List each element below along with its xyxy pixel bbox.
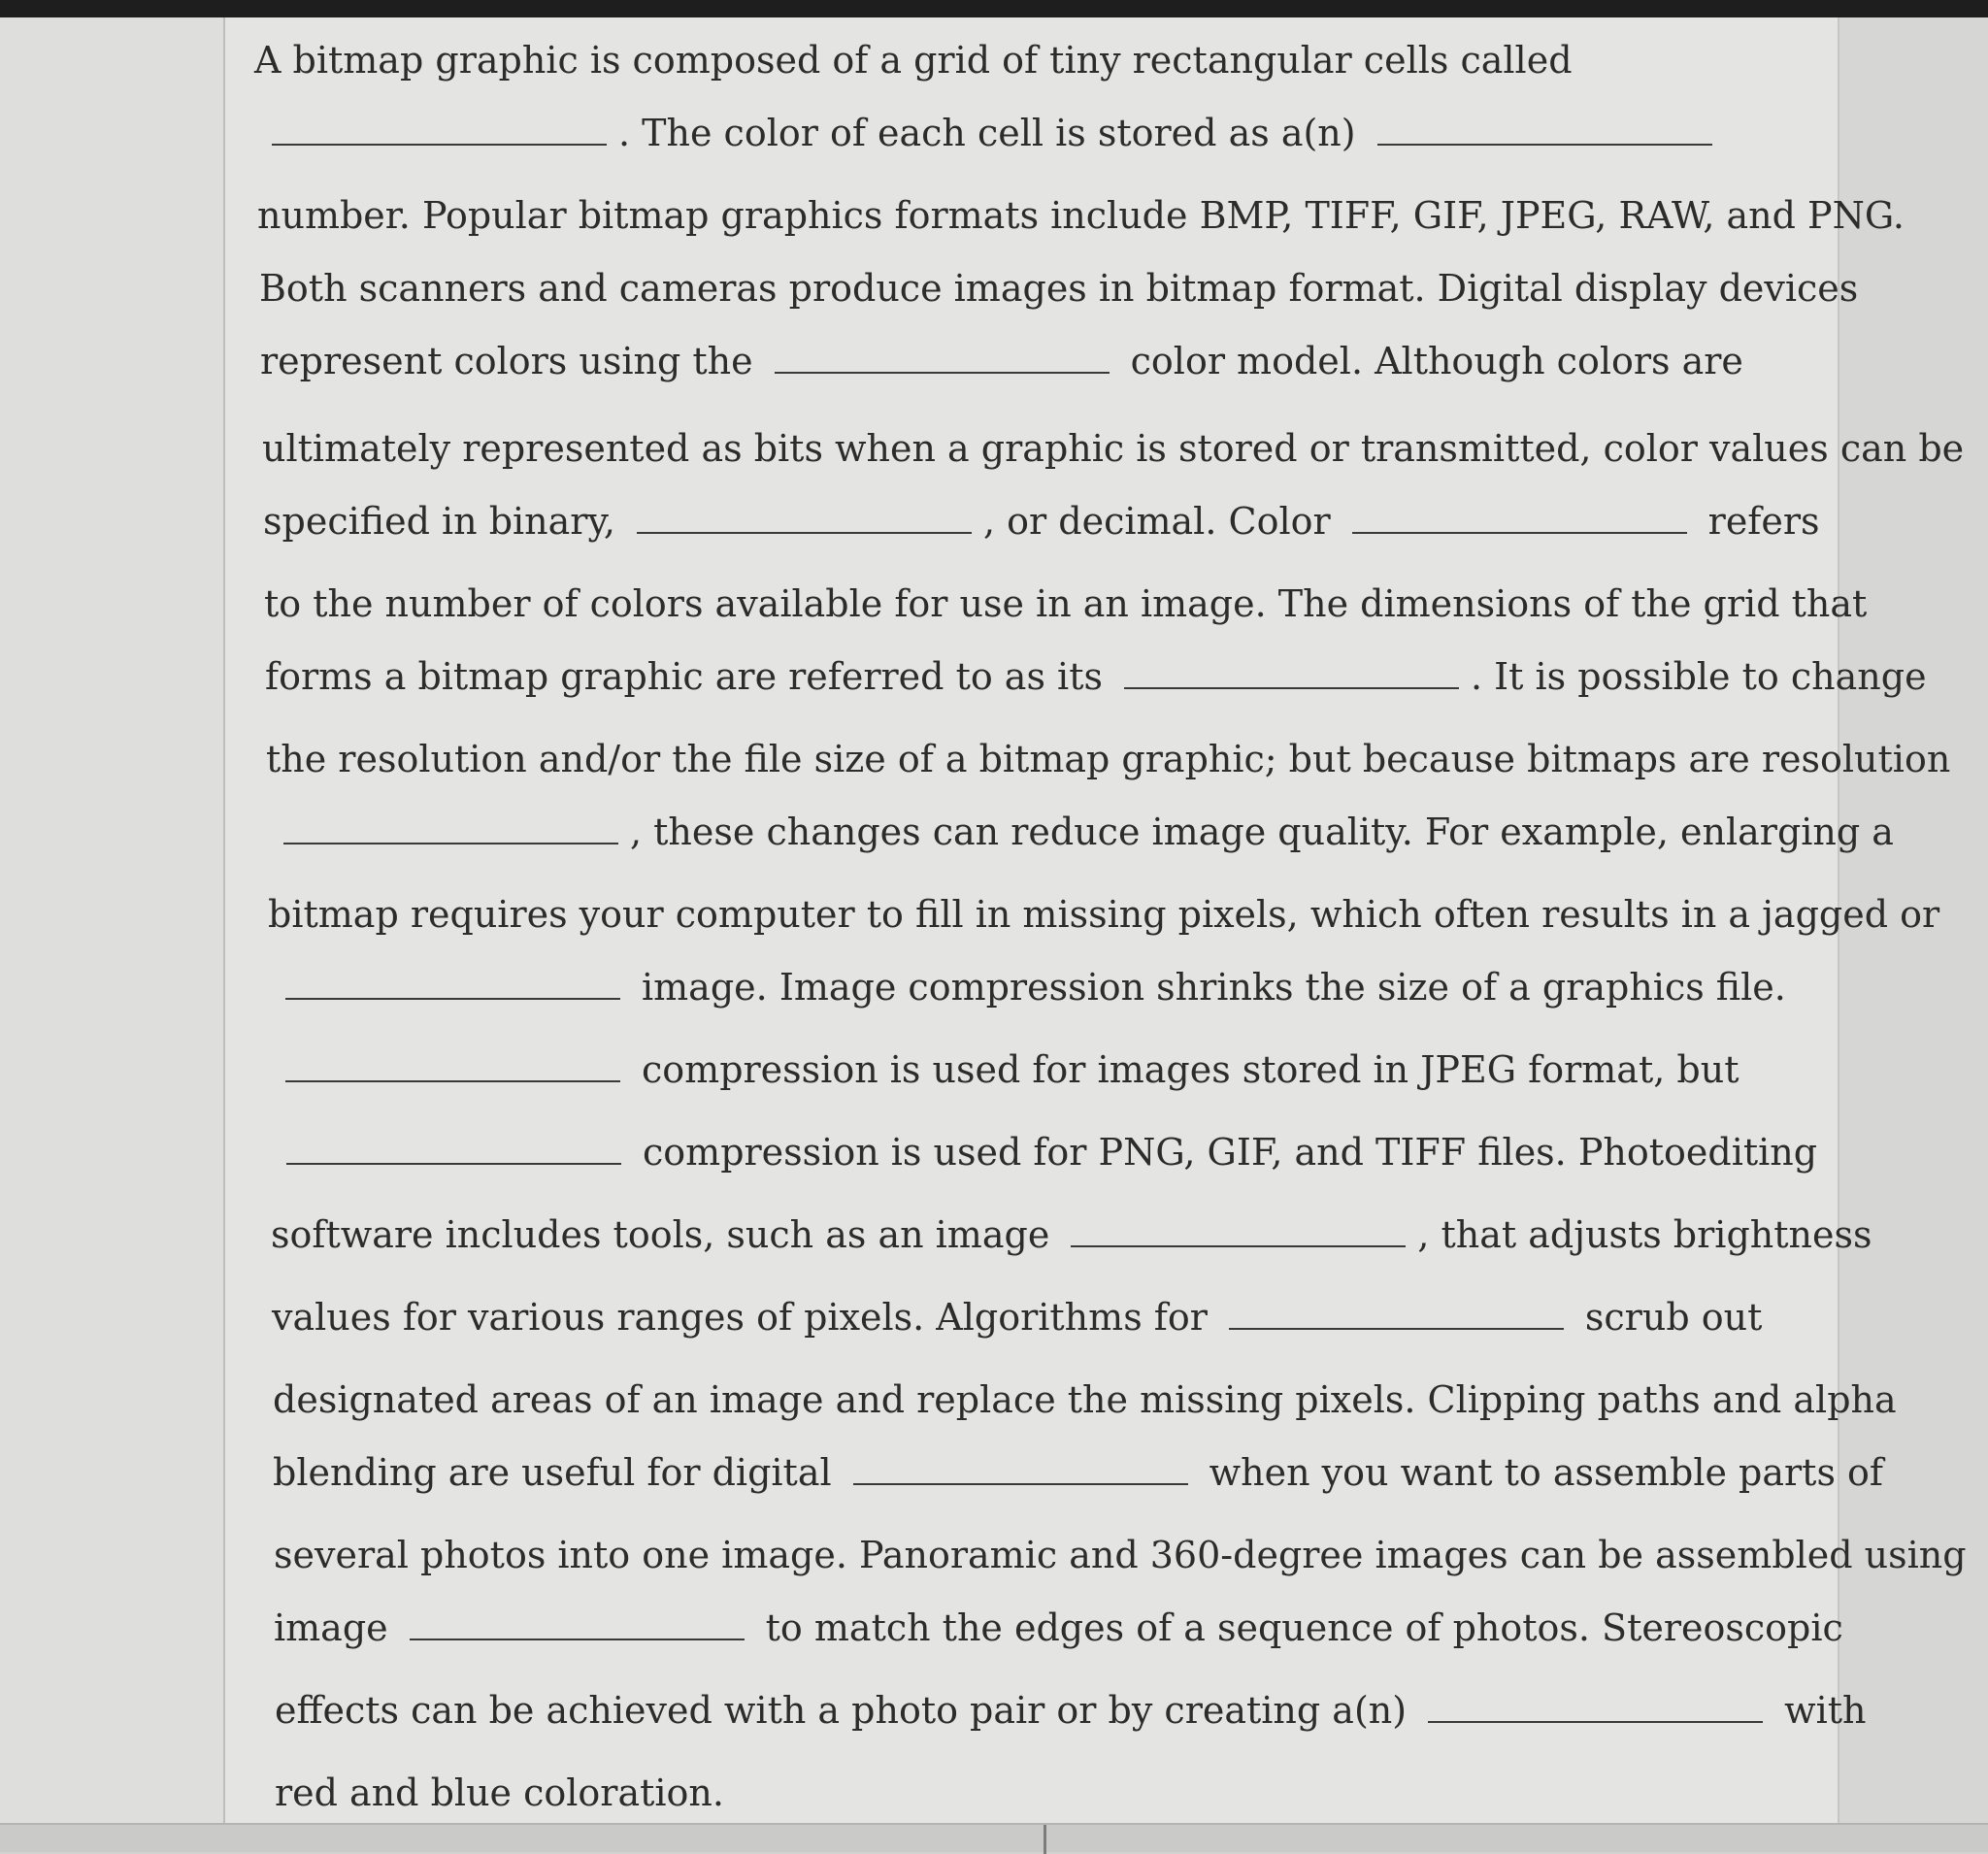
blank-15[interactable] <box>1428 1692 1763 1723</box>
passage-line-10: the resolution and/or the file size of a bitmap graphic; but because bitmaps are resolution <box>266 738 1951 780</box>
blank-11[interactable] <box>1071 1216 1406 1247</box>
passage-line-12: bitmap requires your computer to fill in missing pixels, which often results in a jagged or <box>268 893 1940 936</box>
blank-8[interactable] <box>285 969 620 1000</box>
passage-line-13: image. Image compression shrinks the size of a graphics file. <box>285 964 1786 1010</box>
passage-line-14: compression is used for images stored in JPEG format, but <box>285 1046 1739 1093</box>
passage-line-23: red and blue coloration. <box>275 1771 724 1814</box>
blank-14[interactable] <box>410 1609 745 1640</box>
passage-line-15: compression is used for PNG, GIF, and TIFF files. Photoediting <box>286 1129 1817 1175</box>
blank-5[interactable] <box>1352 503 1687 534</box>
bottom-bar-divider <box>1044 1825 1046 1854</box>
blank-6[interactable] <box>1124 658 1459 689</box>
blank-4[interactable] <box>637 503 972 534</box>
blank-3[interactable] <box>775 343 1110 374</box>
passage-line-22: effects can be achieved with a photo pair or by creating a(n) with <box>275 1689 1867 1732</box>
left-margin-panel <box>0 17 223 1823</box>
passage-line-17: values for various ranges of pixels. Algorithms for scrub out <box>272 1296 1763 1339</box>
passage-line-4: Both scanners and cameras produce images in bitmap format. Digital display devices <box>259 267 1859 310</box>
top-bar <box>0 0 1988 17</box>
passage-line-3: number. Popular bitmap graphics formats include BMP, TIFF, GIF, JPEG, RAW, and PNG. <box>257 194 1905 237</box>
passage-line-6: ultimately represented as bits when a graphic is stored or transmitted, color values can be <box>262 427 1965 470</box>
bottom-bar <box>0 1823 1988 1852</box>
blank-9[interactable] <box>285 1051 620 1082</box>
passage-line-21: image to match the edges of a sequence of photos. Stereoscopic <box>274 1606 1843 1649</box>
passage-line-9: forms a bitmap graphic are referred to as its . It is possible to change <box>265 655 1927 698</box>
passage-line-7: specified in binary, , or decimal. Color refers <box>263 500 1820 543</box>
passage-line-11: , these changes can reduce image quality. For example, enlarging a <box>283 809 1894 855</box>
blank-2[interactable] <box>1377 115 1712 146</box>
worksheet-card <box>223 17 1967 1823</box>
blank-1[interactable] <box>272 115 607 146</box>
blank-12[interactable] <box>1229 1299 1564 1330</box>
passage-line-16: software includes tools, such as an image , that adjusts brightness <box>271 1213 1872 1256</box>
passage-line-18: designated areas of an image and replace the missing pixels. Clipping paths and alpha <box>273 1378 1897 1421</box>
blank-10[interactable] <box>286 1134 621 1165</box>
passage-line-19: blending are useful for digital when you want to assemble parts of <box>273 1451 1883 1494</box>
blank-13[interactable] <box>853 1454 1188 1485</box>
passage-line-8: to the number of colors available for use in an image. The dimensions of the grid that <box>264 582 1868 625</box>
blank-7[interactable] <box>283 813 618 844</box>
passage-line-5: represent colors using the color model. Although colors are <box>260 340 1743 382</box>
passage-line-1: A bitmap graphic is composed of a grid of tiny rectangular cells called <box>254 39 1573 82</box>
passage-line-20: several photos into one image. Panoramic and 360-degree images can be assembled using <box>274 1534 1967 1576</box>
passage-line-2: . The color of each cell is stored as a(n) <box>272 110 1712 156</box>
